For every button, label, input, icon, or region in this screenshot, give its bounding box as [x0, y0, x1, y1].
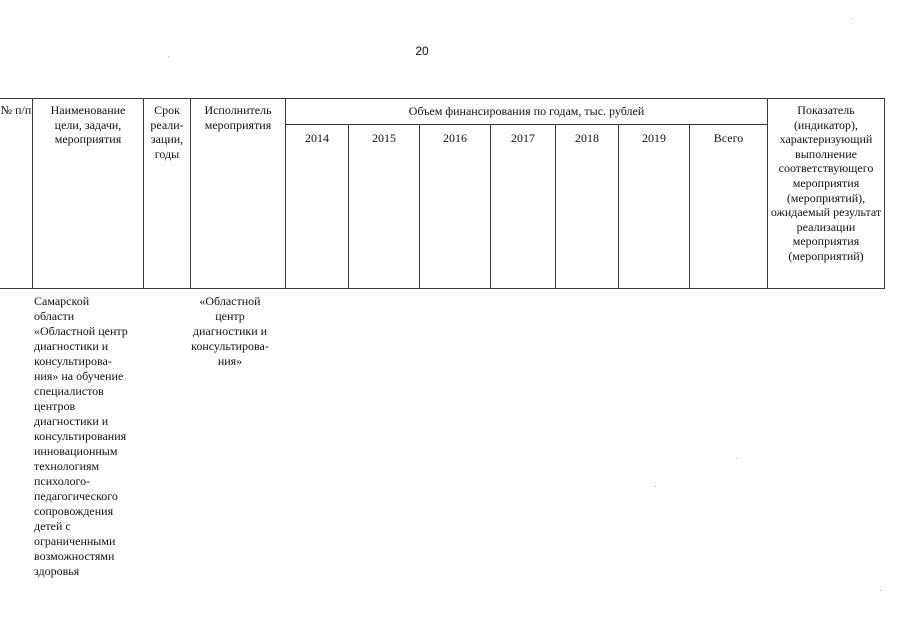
header-funding: Объем финансирования по годам, тыс. рублей	[408, 104, 645, 118]
row-name-line: диагностики и	[34, 339, 109, 353]
header-term: Срок реали-зации, годы	[150, 103, 184, 161]
row-name-line: области	[34, 309, 75, 323]
header-name: Наименование цели, задачи, мероприятия	[50, 103, 126, 147]
row-name-line: центров	[34, 399, 76, 413]
row-name-line: консультирования	[34, 429, 127, 443]
page-number: 20	[415, 44, 429, 58]
row-name-line: детей с	[34, 519, 71, 533]
header-number: № п/п	[0, 103, 32, 117]
scan-speck	[736, 458, 737, 459]
year-2014: 2014	[305, 131, 329, 145]
row-name-line: ния» на обучение	[34, 369, 124, 383]
header-executor: Исполнитель мероприятия	[204, 103, 272, 132]
row-executor-cell	[182, 294, 278, 369]
row-executor-line: диагностики и	[192, 324, 268, 338]
scan-speck	[880, 590, 881, 591]
row-name-line: здоровья	[34, 564, 80, 578]
row-name-line: технологиям	[34, 459, 100, 473]
row-name-line: сопровождения	[34, 504, 114, 518]
year-2015: 2015	[372, 131, 396, 145]
row-name-line: ограниченными	[34, 534, 116, 548]
header-indicator: Показатель (индикатор), характеризующий выполнение соответствующего мероприятия (мероприятий), ожидаемый результат реализации мероприятия (мероприятий)	[770, 103, 882, 263]
year-2016: 2016	[443, 131, 467, 145]
row-name-line: инновационным	[34, 444, 118, 458]
scan-speck	[852, 18, 853, 19]
row-name-line: специалистов	[34, 384, 104, 398]
row-name-line: диагностики и	[34, 414, 109, 428]
year-2019: 2019	[642, 131, 666, 145]
year-total: Всего	[713, 131, 744, 145]
row-executor-line: центр	[215, 309, 245, 323]
row-name-line: психолого-	[34, 474, 91, 488]
row-executor-line: консультирова-	[191, 339, 269, 353]
row-name-line: консультирова-	[34, 354, 112, 368]
scan-speck	[655, 486, 656, 487]
row-name-cell	[34, 294, 146, 579]
scan-speck	[168, 56, 169, 57]
row-executor-line: ния»	[217, 354, 243, 368]
row-executor-line: «Областной	[199, 294, 261, 308]
year-2017: 2017	[511, 131, 535, 145]
year-2018: 2018	[575, 131, 599, 145]
row-name-line: «Областной центр	[34, 324, 128, 338]
row-name-line: возможностями	[34, 549, 115, 563]
row-name-line: Самарской	[34, 294, 90, 308]
row-name-line: педагогического	[34, 489, 118, 503]
